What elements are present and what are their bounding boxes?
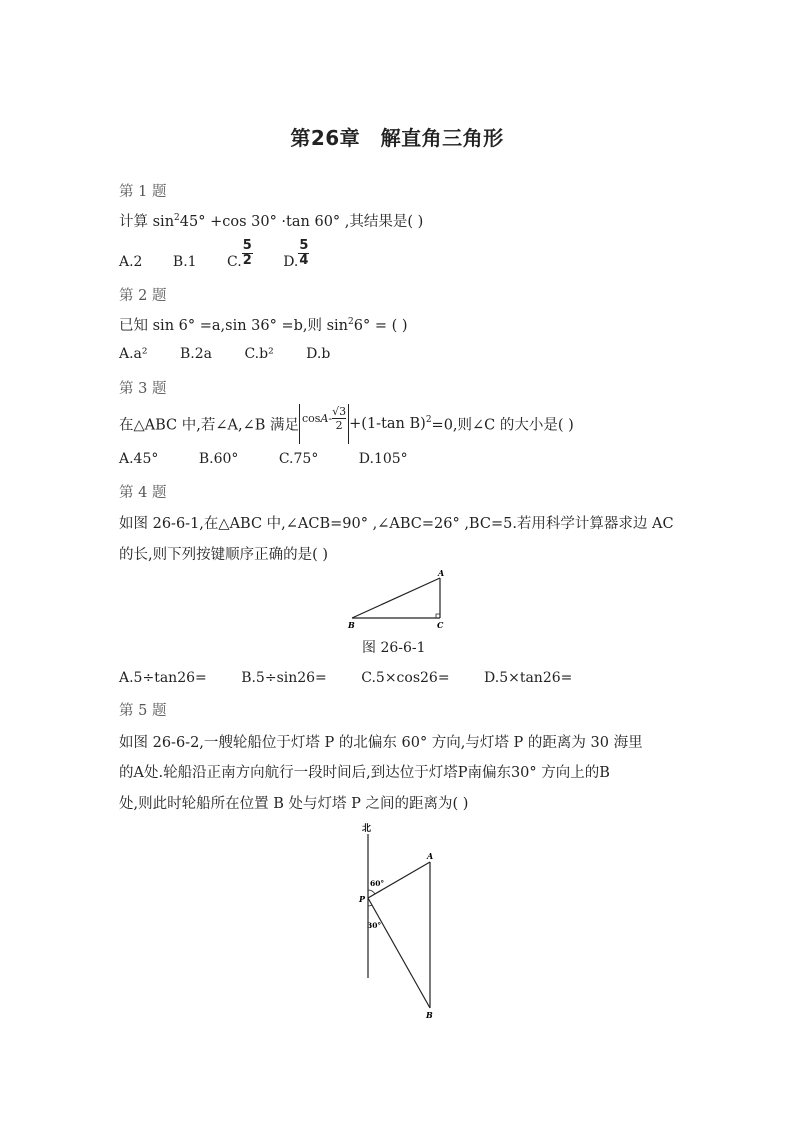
- option-c: C.5×cos26=: [361, 670, 450, 686]
- figure-caption: 图 26-6-1: [362, 640, 426, 656]
- question-5-stem-line-1: 如图 26-6-2,一艘轮船位于灯塔 P 的北偏东 60° 方向,与灯塔 P 的距离为 30 海里: [119, 735, 643, 751]
- option-d: D.105°: [358, 451, 408, 467]
- numerator: 5: [242, 237, 252, 253]
- angle-arc-60: [368, 890, 375, 894]
- option-c-prefix: C.: [227, 254, 242, 270]
- option-b: B.2a: [179, 346, 212, 362]
- stem-part: 计算 sin: [119, 214, 175, 230]
- fraction-5-4: [298, 239, 309, 268]
- minus-sign: -: [328, 411, 333, 425]
- question-2-stem: [119, 314, 408, 335]
- page-title: 第26章 解直角三角形: [290, 126, 504, 150]
- figure-26-6-1-triangle: [340, 566, 450, 630]
- option-d-prefix: D.: [283, 254, 299, 270]
- option-a: A.a²: [119, 346, 148, 362]
- cos-text: cos: [302, 411, 321, 425]
- stem-part: 45° +cos 30° ·tan 60° ,其结果是( ): [179, 214, 424, 230]
- option-b: B.60°: [198, 451, 239, 467]
- question-3-stem: [119, 404, 574, 444]
- point-a-label: A: [427, 851, 434, 861]
- absolute-value-expression: [299, 404, 349, 444]
- fraction-5-2: [242, 239, 253, 268]
- variable-a: A: [320, 411, 329, 425]
- angle-30-label: 30°: [367, 921, 382, 930]
- north-label: 北: [362, 824, 372, 834]
- stem-part: 在△ABC 中,若∠A,∠B 满足: [119, 417, 300, 434]
- option-c: C.75°: [278, 451, 319, 467]
- abs-inner: [302, 405, 347, 432]
- question-2-options: [119, 346, 330, 362]
- denominator: 2: [242, 252, 252, 268]
- vertex-a-label: A: [438, 568, 445, 578]
- vertex-c-label: C: [437, 620, 444, 630]
- point-p-label: P: [359, 894, 366, 904]
- stem-part: 已知 sin 6° =a,sin 36° =b,则 sin: [119, 318, 349, 334]
- option-d: D.b: [306, 346, 331, 362]
- question-4-options: [119, 670, 572, 686]
- superscript: 2: [425, 415, 432, 425]
- side-ab: [352, 578, 440, 618]
- vertex-b-label: B: [348, 620, 355, 630]
- stem-part: +(1-tan B): [349, 416, 426, 432]
- option-b: B.1: [172, 254, 197, 270]
- question-2-header: 第 2 题: [119, 288, 167, 304]
- superscript: 2: [348, 317, 354, 328]
- option-b: B.5÷sin26=: [241, 670, 327, 686]
- question-5-stem-line-2: 的A处.轮船沿正南方向航行一段时间后,到达位于灯塔P南偏东30° 方向上的B: [119, 765, 610, 781]
- denominator: 4: [299, 252, 309, 268]
- question-1-options: [119, 236, 309, 270]
- figure-26-6-2-lighthouse: [350, 818, 450, 1024]
- question-4-stem-line-2: 的长,则下列按键顺序正确的是( ): [119, 547, 329, 563]
- question-4-stem-line-1: 如图 26-6-1,在△ABC 中,∠ACB=90° ,∠ABC=26° ,BC=5.若用科学计算器求边 AC: [119, 516, 674, 532]
- angle-60-label: 60°: [370, 879, 385, 888]
- question-5-header: 第 5 题: [119, 703, 167, 719]
- question-3-header: 第 3 题: [119, 381, 167, 397]
- option-a: A.2: [119, 254, 143, 270]
- question-1-header: 第 1 题: [119, 184, 167, 200]
- option-d: [283, 239, 309, 268]
- question-3-options: [119, 451, 408, 467]
- option-c: C.b²: [244, 346, 274, 362]
- numerator: √3: [332, 405, 347, 418]
- option-d: D.5×tan26=: [484, 670, 573, 686]
- segment-pb: [368, 898, 430, 1008]
- angle-arc-30: [368, 905, 372, 906]
- question-1-stem: [119, 210, 423, 231]
- option-a: A.45°: [119, 451, 159, 467]
- numerator: 5: [299, 237, 309, 253]
- question-5-stem-line-3: 处,则此时轮船所在位置 B 处与灯塔 P 之间的距离为( ): [119, 796, 469, 812]
- option-c: [227, 239, 253, 268]
- option-a: A.5÷tan26=: [119, 670, 207, 686]
- fraction-sqrt3-2: [332, 405, 346, 432]
- stem-part: =0,则∠C 的大小是( ): [431, 417, 574, 434]
- point-b-label: B: [426, 1010, 433, 1020]
- stem-part: 6° = ( ): [353, 318, 408, 334]
- superscript: 2: [174, 213, 180, 224]
- denominator: 2: [335, 419, 343, 432]
- question-4-header: 第 4 题: [119, 485, 167, 501]
